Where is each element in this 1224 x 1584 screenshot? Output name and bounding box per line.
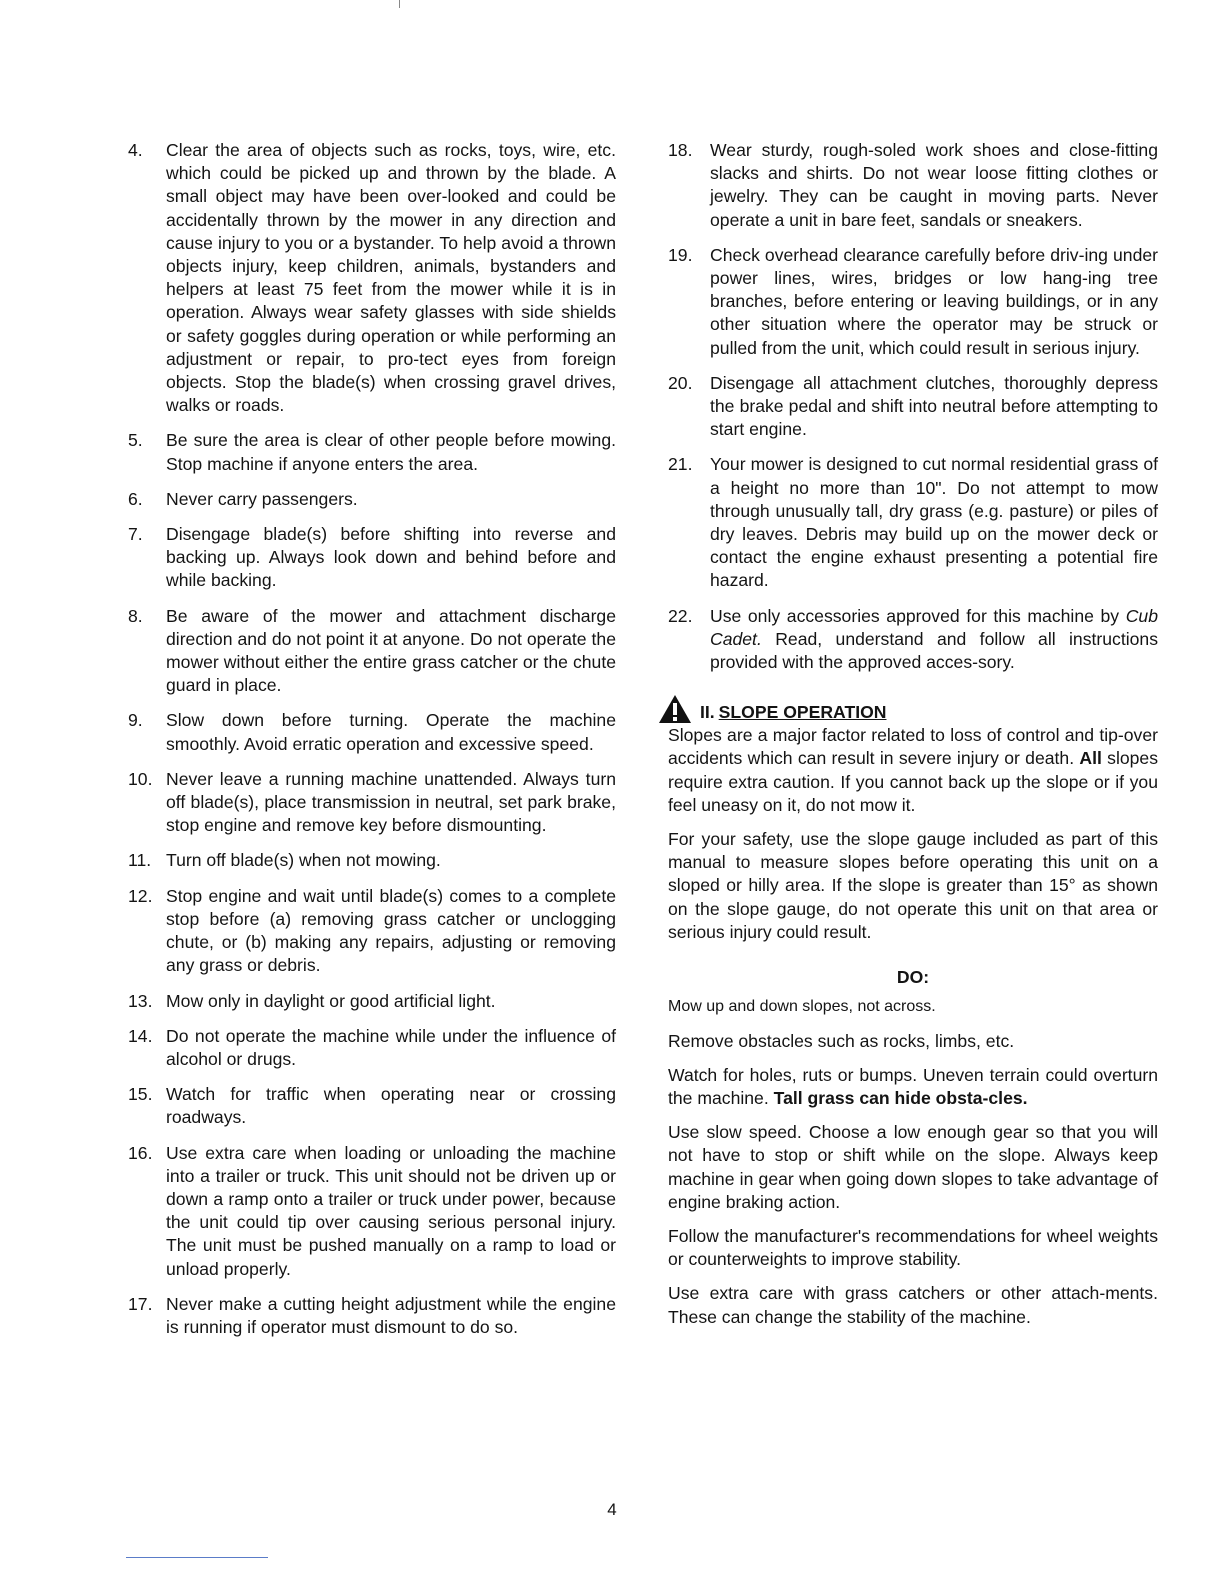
list-item [128, 1142, 616, 1281]
warning-icon [658, 694, 692, 724]
item-number: 15. [128, 1084, 153, 1105]
list-item [128, 885, 616, 978]
do-item: Use extra care with grass catchers or other attach-ments. These can change the stability of the machine. [668, 1283, 1158, 1327]
list-item [128, 1025, 616, 1071]
item-text-part: Read, understand and follow all instructions provided with the approved acces-sory. [710, 628, 1158, 673]
item-text: Disengage blade(s) before shifting into reverse and backing up. Always look down and behind before and while backing. [166, 524, 616, 591]
do-item: Follow the manufacturer's recommendations for wheel weights or counterweights to improve stability. [668, 1225, 1158, 1270]
brand-name: Cub Cadet. [710, 605, 1158, 649]
list-item [128, 605, 616, 698]
item-text: Use extra care when loading or unloading the machine into a trailer or truck. This unit should not be driven up or down a ramp onto a trailer or truck under power, because the unit could tip over causing serious personal injury. The unit must be pushed manually on a ramp to load or unload properly. [166, 1142, 616, 1279]
item-text: Be sure the area is clear of other people before mowing. Stop machine if anyone enters the area. [166, 430, 616, 474]
item-text: Disengage all attachment clutches, thoroughly depress the brake pedal and shift into neutral before attempting to start engine. [710, 372, 1158, 440]
left-column [128, 139, 616, 1351]
item-number: 9. [128, 710, 143, 731]
list-item [128, 429, 616, 475]
item-text: Clear the area of objects such as rocks, toys, wire, etc. which could be picked up and thrown by the blade. A small object may have been over-looked and could be accidentally thrown by the mower in any direction and cause injury to you or a bystander. To help avoid a thrown objects injury, keep children, animals, bystanders and helpers at least 75 feet from the mower while it is in operation. Always wear safety glasses with side shields or safety goggles during operation or while performing an adjustment or repair, to pro-tect eyes from foreign objects. Stop the blade(s) when crossing gravel drives, walks or roads. [166, 140, 616, 416]
list-item [128, 523, 616, 593]
text-part: Slopes are a major factor related to loss of control and tip-over accidents which can result in severe injury or death. [668, 725, 1158, 769]
item-text: Check overhead clearance carefully before driv-ing under power lines, wires, bridges or low hang-ing tree branches, before entering or leaving buildings, or in any other situation where the operator may be struck or pulled from the unit, which could result in serious injury. [710, 244, 1158, 358]
item-number: 19. [668, 244, 693, 265]
item-number: 21. [668, 454, 693, 475]
item-number: 18. [668, 140, 693, 160]
item-number: 20. [668, 372, 693, 393]
list-item [128, 139, 616, 417]
item-text [710, 605, 1158, 675]
list-item [128, 849, 616, 872]
do-item: Mow up and down slopes, not across. [668, 998, 936, 1016]
text-part: Watch for holes, ruts or bumps. Uneven terrain could overturn the machine. [668, 1064, 1158, 1108]
section-numeral: II. [700, 702, 715, 723]
item-number: 17. [128, 1293, 153, 1314]
scan-mark [399, 0, 400, 8]
text-bold: Tall grass can hide obsta-cles. [773, 1087, 1028, 1108]
item-number: 12. [128, 885, 153, 906]
item-text: Wear sturdy, rough-soled work shoes and close-fitting slacks and shirts. Do not wear loose fitting clothes or jewelry. They can be caught in moving parts. Never operate a unit in bare feet, sandals or sneakers. [710, 140, 1158, 230]
item-text: Never carry passengers. [166, 488, 358, 509]
item-number: 10. [128, 768, 153, 789]
do-item [668, 1064, 1158, 1110]
item-text-part: Use only accessories approved for this machine by [710, 605, 1126, 626]
right-column [668, 139, 1158, 1340]
text-bold: All [1079, 748, 1102, 769]
item-number: 13. [128, 990, 153, 1011]
section-title [700, 701, 886, 724]
item-number: 11. [128, 850, 152, 871]
list-item [128, 488, 616, 511]
do-item: Use slow speed. Choose a low enough gear so that you will not have to stop or shift while on the slope. Always keep machine in gear when going down slopes to take advantage of engine braking action. [668, 1122, 1158, 1212]
footer-rule [126, 1557, 268, 1558]
list-item [668, 453, 1158, 592]
item-number: 8. [128, 605, 143, 626]
list-item [668, 244, 1158, 360]
item-number: 6. [128, 488, 143, 509]
item-text: Slow down before turning. Operate the machine smoothly. Avoid erratic operation and excessive speed. [166, 710, 616, 754]
do-item: Remove obstacles such as rocks, limbs, etc. [668, 1030, 1015, 1051]
item-number: 7. [128, 524, 143, 545]
list-item [128, 709, 616, 755]
list-item [128, 990, 616, 1013]
item-text: Mow only in daylight or good artificial light. [166, 990, 496, 1011]
slope-paragraph [668, 724, 1158, 817]
list-item [128, 1083, 616, 1129]
list-item [128, 768, 616, 838]
item-text: Never leave a running machine unattended. Always turn off blade(s), place transmission in neutral, set park brake, stop engine and remove key before dismounting. [166, 768, 616, 836]
text-part: slopes require extra caution. If you cannot back up the slope or if you feel uneasy on it, do not mow it. [668, 748, 1159, 815]
item-text: Watch for traffic when operating near or crossing roadways. [166, 1084, 616, 1128]
section-header [668, 692, 1158, 724]
page-number: 4 [607, 1500, 617, 1519]
item-number: 22. [668, 605, 693, 626]
item-number: 16. [128, 1142, 153, 1163]
item-text: Stop engine and wait until blade(s) comes to a complete stop before (a) removing grass catcher or unclogging chute, or (b) making any repairs, adjusting or removing any grass or debris. [166, 885, 616, 976]
list-item [128, 1293, 616, 1339]
item-text: Turn off blade(s) when not mowing. [166, 850, 441, 871]
list-item [668, 139, 1158, 232]
item-number: 5. [128, 430, 143, 451]
item-text: Be aware of the mower and attachment discharge direction and do not point it at anyone. Do not operate the mower without either the entire grass catcher or the chute guard in place. [166, 605, 616, 696]
item-text: Your mower is designed to cut normal residential grass of a height no more than 10". Do not attempt to mow through unusually tall, dry grass (e.g. pasture) or piles of dry leaves. Debris may build up on the mower deck or contact the engine exhaust presenting a potential fire hazard. [710, 454, 1158, 591]
item-number: 4. [128, 140, 143, 160]
item-text: Never make a cutting height adjustment while the engine is running if operator must dismount to do so. [166, 1293, 616, 1337]
item-text: Do not operate the machine while under the influence of alcohol or drugs. [166, 1025, 616, 1069]
section-title-text: SLOPE OPERATION [718, 702, 887, 723]
do-heading: DO: [896, 967, 930, 988]
list-item [668, 605, 1158, 675]
list-item [668, 372, 1158, 442]
item-number: 14. [128, 1025, 153, 1046]
slope-gauge-paragraph: For your safety, use the slope gauge included as part of this manual to measure slopes before operating this unit on a sloped or hilly area. If the slope is greater than 15° as shown on the slope gauge, do not operate this unit on that area or serious injury could result. [668, 829, 1158, 942]
